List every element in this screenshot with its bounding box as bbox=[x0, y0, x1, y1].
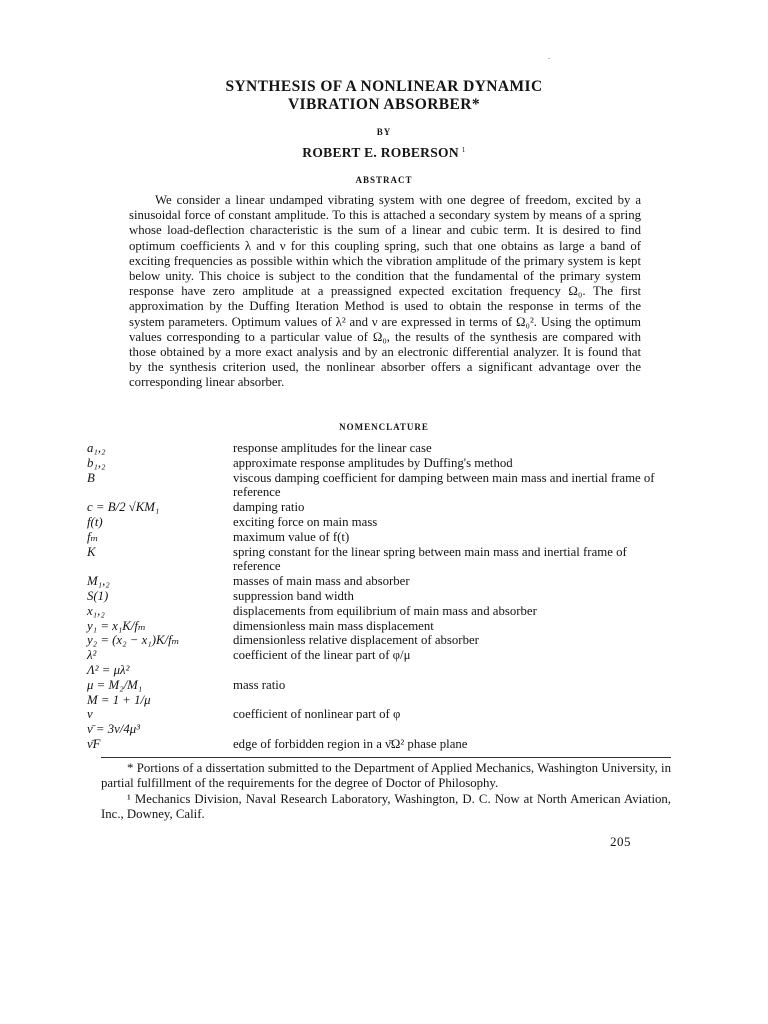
nomenclature-row bbox=[87, 604, 677, 619]
nomenclature-symbol: x₁,₂ bbox=[87, 603, 105, 618]
nomenclature-symbol: S(1) bbox=[87, 588, 109, 603]
nomenclature-description: damping ratio bbox=[233, 500, 305, 515]
nomenclature-row bbox=[87, 693, 677, 708]
nomenclature-row bbox=[87, 663, 677, 678]
nomenclature-symbol: B bbox=[87, 470, 95, 485]
nomenclature-row bbox=[87, 707, 677, 722]
nomenclature-description: mass ratio bbox=[233, 677, 286, 692]
page-number: 205 bbox=[610, 834, 631, 849]
paper-title-line-1: SYNTHESIS OF A NONLINEAR DYNAMIC bbox=[225, 78, 543, 95]
footnote-affiliation: ¹ Mechanics Division, Naval Research Laboratory, Washington, D. C. Now at North American Aviation, Inc., Downey, Calif. bbox=[101, 791, 671, 822]
nomenclature-description: masses of main mass and absorber bbox=[233, 574, 410, 589]
nomenclature-row bbox=[87, 530, 677, 545]
nomenclature-symbol: y₂ = (x₂ − x₁)K/fₘ bbox=[87, 633, 180, 648]
nomenclature-description: approximate response amplitudes by Duffing's method bbox=[233, 455, 513, 470]
abstract-text: We consider a linear undamped vibrating system with one degree of freedom, excited by a sinusoidal force of constant amplitude. To this is attached a secondary system by means of a spring whose load-deflection characteristic is the sum of a linear and cubic term. It is desired to find optimum coefficients λ and ν for this coupling spring, such that one obtains as large a band of exciting frequencies as possible within which the vibration amplitude of the primary system is kept below unity. This choice is subject to the condition that the fundamental of the primary system response have zero amplitude at a preassigned expected excitation frequency Ω₀. The first approximation by the Duffing Iteration Method is used to obtain the response in terms of the system parameters. Optimum values of λ² and ν are expressed in terms of Ω₀². Using the optimum values corresponding to a particular value of Ω₀, the results of the synthesis are compared with those obtained by a more exact analysis and by an electronic differential analyzer. It is found that by the synthesis criterion used, the nonlinear absorber offers a significant advantage over the corresponding linear absorber. bbox=[129, 193, 641, 390]
nomenclature-symbol: ν̄F bbox=[87, 736, 101, 751]
footnote-dissertation: * Portions of a dissertation submitted to the Department of Applied Mechanics, Washington University, in partial fulfillment of the requirements for the degree of Doctor of Philosophy. bbox=[101, 761, 671, 791]
footnote-rule bbox=[101, 757, 671, 758]
nomenclature-symbol: ν bbox=[87, 707, 93, 722]
nomenclature-description: suppression band width bbox=[233, 588, 354, 603]
nomenclature-symbol: Λ² = μλ² bbox=[87, 662, 130, 677]
nomenclature-description: maximum value of f(t) bbox=[233, 529, 350, 544]
nomenclature-description: spring constant for the linear spring between main mass and inertial frame of reference bbox=[233, 544, 627, 574]
nomenclature-row bbox=[87, 722, 677, 737]
nomenclature-row bbox=[87, 471, 677, 501]
nomenclature-list bbox=[87, 441, 677, 752]
nomenclature-symbol: λ² bbox=[87, 648, 97, 663]
nomenclature-symbol: b₁,₂ bbox=[87, 455, 106, 470]
author-footnote-mark: 1 bbox=[461, 146, 466, 154]
nomenclature-description: displacements from equilibrium of main mass and absorber bbox=[233, 603, 537, 618]
nomenclature-description: dimensionless relative displacement of absorber bbox=[233, 633, 479, 648]
nomenclature-symbol: a₁,₂ bbox=[87, 441, 106, 455]
abstract-heading: ABSTRACT bbox=[355, 175, 413, 185]
by-label: BY bbox=[376, 127, 392, 137]
nomenclature-row bbox=[87, 633, 677, 648]
nomenclature-row bbox=[87, 737, 677, 752]
nomenclature-symbol: μ = M₂/M₁ bbox=[87, 677, 143, 692]
nomenclature-row bbox=[87, 456, 677, 471]
nomenclature-description: coefficient of the linear part of φ/μ bbox=[233, 648, 411, 663]
nomenclature-row bbox=[87, 545, 677, 575]
nomenclature-row bbox=[87, 589, 677, 604]
nomenclature-description: viscous damping coefficient for damping between main mass and inertial frame of reference bbox=[233, 470, 655, 500]
nomenclature-row bbox=[87, 648, 677, 663]
scan-speck bbox=[548, 58, 550, 59]
nomenclature-description: edge of forbidden region in a ν̄Ω² phase plane bbox=[233, 736, 468, 751]
footnotes bbox=[101, 761, 671, 823]
nomenclature-symbol: c = B/2 √KM₁ bbox=[87, 500, 160, 515]
nomenclature-row bbox=[87, 574, 677, 589]
nomenclature-symbol: M₁,₂ bbox=[87, 574, 110, 589]
nomenclature-symbol: ν̄ = 3ν/4μ³ bbox=[87, 722, 141, 737]
nomenclature-row bbox=[87, 500, 677, 515]
nomenclature-symbol: K bbox=[87, 544, 96, 559]
nomenclature-description: dimensionless main mass displacement bbox=[233, 618, 434, 633]
nomenclature-symbol: fₘ bbox=[87, 529, 99, 544]
nomenclature-symbol: f(t) bbox=[87, 514, 103, 529]
nomenclature-row bbox=[87, 441, 677, 456]
nomenclature-symbol: y₁ = x₁K/fₘ bbox=[87, 618, 146, 633]
nomenclature-row bbox=[87, 678, 677, 693]
nomenclature-row bbox=[87, 619, 677, 634]
nomenclature-row bbox=[87, 515, 677, 530]
nomenclature-description: coefficient of nonlinear part of φ bbox=[233, 707, 401, 722]
author-name: ROBERT E. ROBERSON bbox=[302, 145, 459, 160]
nomenclature-heading: NOMENCLATURE bbox=[339, 422, 429, 432]
nomenclature-description: response amplitudes for the linear case bbox=[233, 441, 432, 455]
nomenclature-description: exciting force on main mass bbox=[233, 514, 378, 529]
paper-title-line-2: VIBRATION ABSORBER* bbox=[287, 96, 481, 113]
nomenclature-symbol: M = 1 + 1/μ bbox=[87, 692, 151, 707]
author-line bbox=[0, 145, 768, 161]
